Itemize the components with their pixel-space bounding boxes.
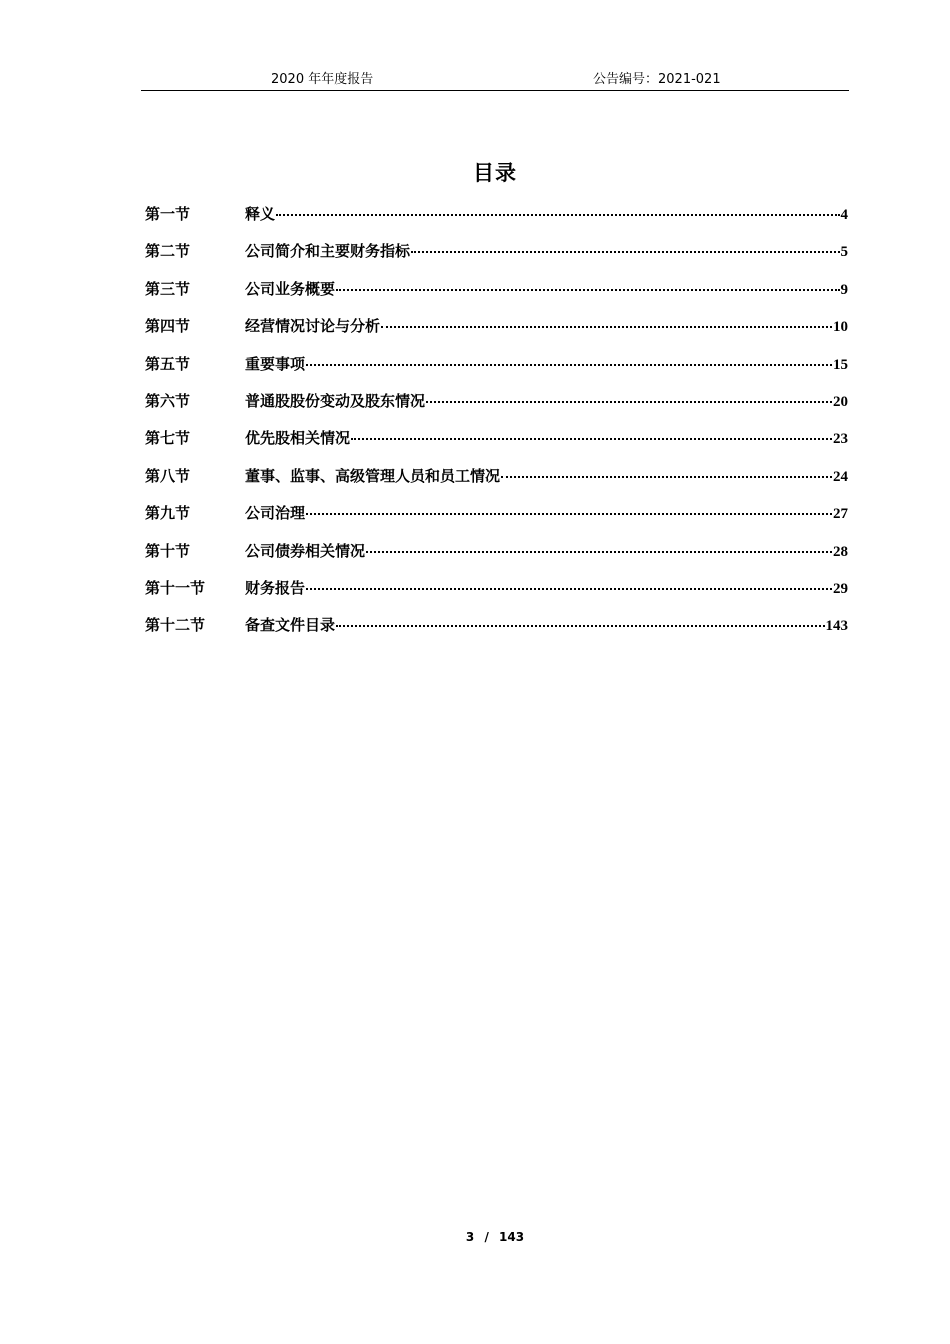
page-separator: / [484,1230,489,1244]
toc-section-name: 经营情况讨论与分析 [245,317,381,336]
toc-section-name: 公司债券相关情况 [245,541,366,560]
toc-section-number: 第九节 [145,504,191,523]
toc-entry[interactable] [145,614,848,651]
toc-leader-dots [366,551,832,553]
toc-section-number: 第一节 [145,205,191,223]
toc-section-name: 普通股股份变动及股东情况 [245,391,426,410]
toc-page-number: 5 [840,244,848,261]
toc-section-number: 第六节 [145,391,191,410]
total-page-count: 143 [499,1230,525,1244]
toc-section-number: 第十一节 [145,578,206,597]
report-title: 2020 年年度报告 [271,72,374,87]
toc-page-number: 15 [833,356,848,373]
toc-leader-dots [411,251,839,253]
toc-page-number: 4 [840,207,848,223]
toc-entry[interactable] [145,390,848,427]
toc-section-name: 公司简介和主要财务指标 [245,242,411,261]
toc-leader-dots [336,289,839,291]
toc-section-name: 重要事项 [245,354,306,373]
toc-entry[interactable] [145,502,848,539]
toc-entry[interactable] [145,353,848,390]
toc-title: 目录 [473,161,517,185]
toc-page-number: 10 [833,319,848,336]
toc-section-number: 第十节 [145,541,191,560]
toc-section-number: 第八节 [145,466,191,485]
toc-page-number: 9 [840,281,848,298]
toc-page-number: 20 [833,393,848,410]
toc-page-number: 28 [833,543,848,560]
toc-entry[interactable] [145,203,848,240]
toc-entry[interactable] [145,315,848,352]
page-footer [0,1230,950,1244]
toc-leader-dots [351,438,832,440]
toc-section-name: 公司治理 [245,504,306,523]
toc-page-number: 27 [833,506,848,523]
toc-section-name: 公司业务概要 [245,279,336,298]
toc-section-number: 第三节 [145,279,191,298]
toc-page-number: 143 [825,618,848,635]
toc-section-number: 第四节 [145,317,191,336]
toc-entry[interactable] [145,278,848,315]
toc-leader-dots [426,401,832,403]
toc-section-number: 第十二节 [145,616,206,635]
toc-section-name: 优先股相关情况 [245,429,351,448]
toc-leader-dots [276,214,839,216]
toc-section-number: 第七节 [145,429,191,448]
toc-section-name: 董事、监事、高级管理人员和员工情况 [245,466,501,485]
toc-section-name: 释义 [245,205,276,223]
table-of-contents [145,203,848,652]
toc-leader-dots [501,476,832,478]
announcement-number: 公告编号：2021-021 [593,72,721,87]
toc-entry[interactable] [145,427,848,464]
toc-page-number: 23 [833,431,848,448]
toc-entry[interactable] [145,465,848,502]
toc-entry[interactable] [145,540,848,577]
toc-leader-dots [306,513,832,515]
toc-entry[interactable] [145,240,848,277]
toc-section-number: 第二节 [145,242,191,261]
toc-leader-dots [306,364,832,366]
toc-section-name: 备查文件目录 [245,616,336,635]
current-page-number: 3 [465,1230,475,1244]
page-header [141,66,849,91]
toc-section-name: 财务报告 [245,578,306,597]
toc-leader-dots [336,625,824,627]
toc-page-number: 29 [833,580,848,597]
toc-leader-dots [306,588,832,590]
toc-section-number: 第五节 [145,354,191,373]
toc-entry[interactable] [145,577,848,614]
toc-leader-dots [381,326,832,328]
toc-page-number: 24 [833,468,848,485]
